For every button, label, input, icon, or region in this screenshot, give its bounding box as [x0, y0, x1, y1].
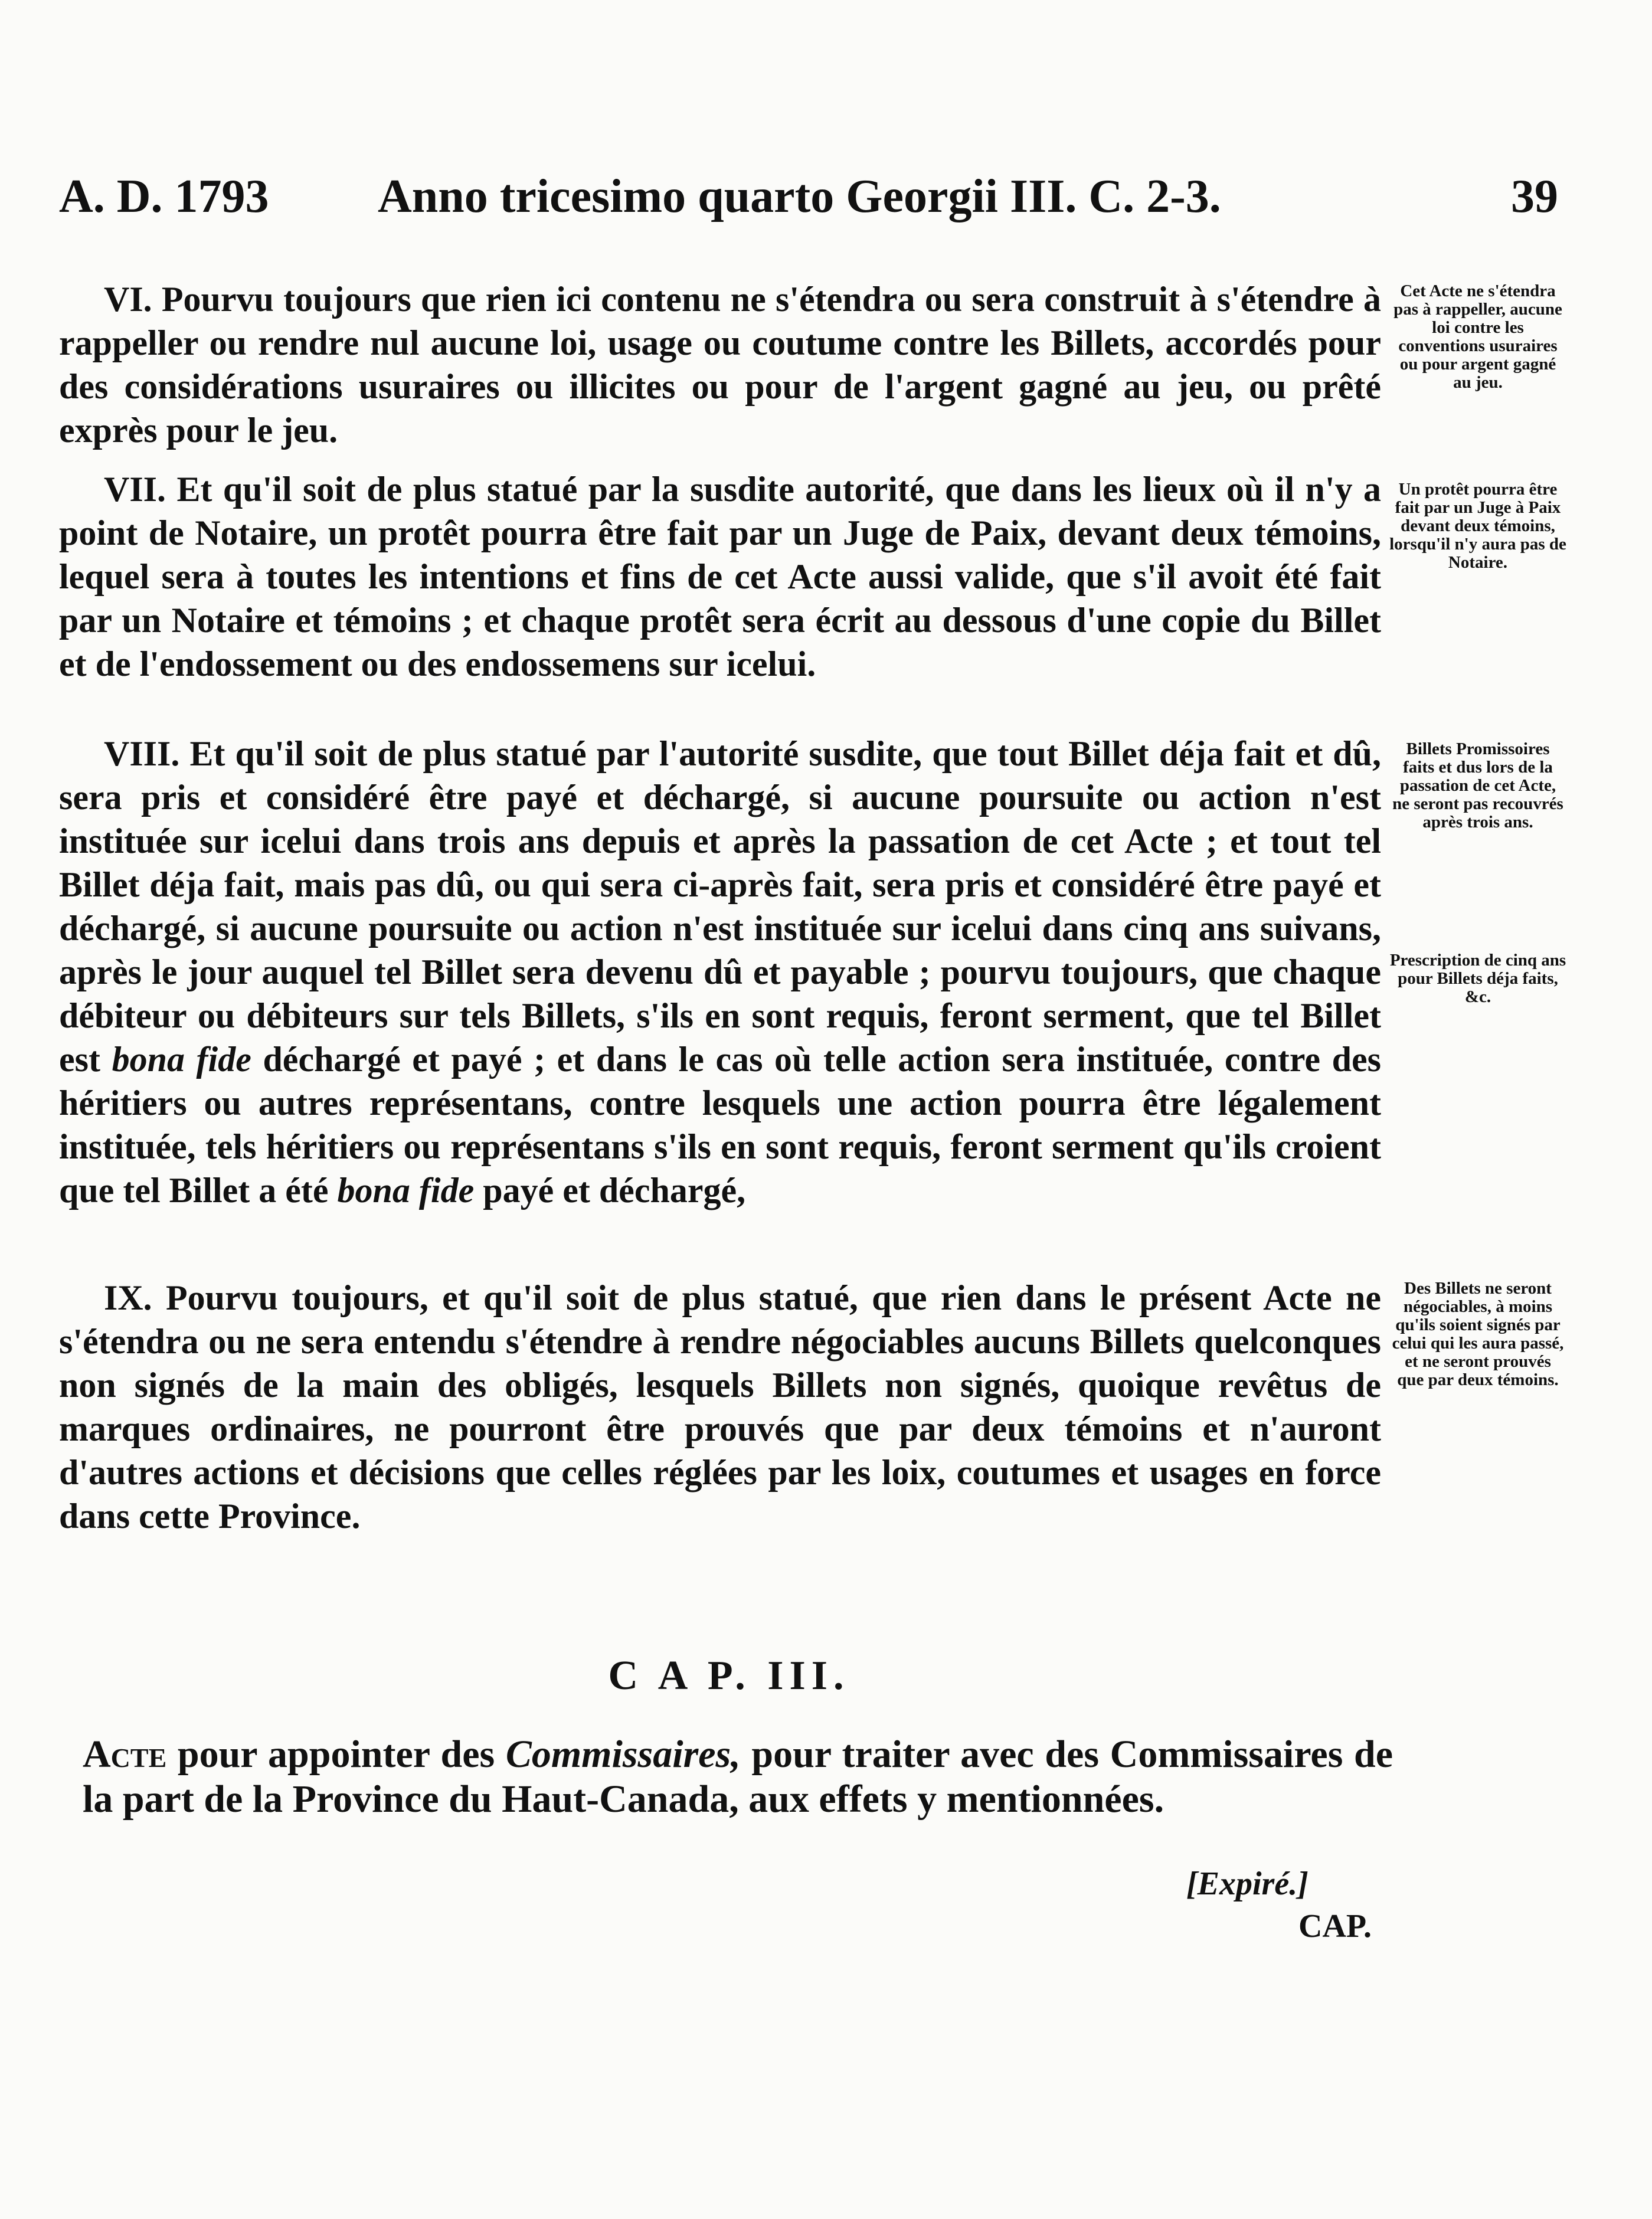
section-text: payé et déchargé, [483, 1171, 746, 1210]
section-italic: bona fide [112, 1040, 251, 1079]
margin-note-vii: Un protêt pourra être fait par un Juge à Paix devant deux témoins, lorsqu'il n'y aura pas de Notaire. [1389, 480, 1566, 572]
catchword: CAP. [1298, 1908, 1372, 1945]
margin-note-viii-prescription: Prescription de cinq ans pour Billets déja faits, &c. [1389, 951, 1566, 1006]
section-number: VIII. [104, 734, 180, 773]
running-header [59, 164, 1558, 229]
section-vii [59, 467, 1381, 686]
margin-note-viii: Billets Promissoires faits et dus lors de la passation de cet Acte, ne seront pas recouvrés après trois ans. [1392, 739, 1563, 832]
section-text: Pourvu toujours que rien ici contenu ne s'étendra ou sera construit à s'étendre à rappeller ou rendre nul aucune loi, usage ou coutume contre les Billets, accordés pour des considérations usuraires ou illicites ou pour de l'argent gagné au jeu, ou prêté exprès pour le jeu. [59, 280, 1381, 450]
section-number: VII. [104, 470, 166, 509]
section-text: Et qu'il soit de plus statué par l'autorité susdite, que tout Billet déja fait et dû, sera pris et considéré être payé et déchargé, si aucune poursuite ou action n'est instituée sur icelui dans trois ans depuis et après la passation de cet Acte ; et tout tel Billet déja fait, mais pas dû, ou qui sera ci-après fait, sera pris et considéré être payé et déchargé, si aucune poursuite ou action n'est instituée sur icelui dans cinq ans suivans, après le jour auquel tel Billet sera devenu dû et payable ; pourvu toujours, que chaque débiteur ou débiteurs sur tels Billets, s'ils en sont requis, feront serment, que tel Billet est [59, 734, 1381, 1079]
act-text: pour traiter avec des Commissaires de la part de la Province du Haut-Canada, aux effets y mentionnées. [83, 1733, 1393, 1821]
section-text: Pourvu toujours, et qu'il soit de plus statué, que rien dans le présent Acte ne s'étendra ou ne sera entendu s'étendre à rendre négociables aucuns Billets quelconques non signés de la main des obligés, lesquels Billets non signés, quoique revêtus de marques ordinaires, ne pourront être prouvés que par deux témoins et n'auront d'autres actions et décisions que celles réglées par les loix, coutumes et usages en force dans cette Province. [59, 1278, 1381, 1536]
section-number: IX. [104, 1278, 152, 1317]
section-text: Et qu'il soit de plus statué par la susdite autorité, que dans les lieux où il n'y a point de Notaire, un protêt pourra être fait par un Juge de Paix, devant deux témoins, lequel sera à toutes les intentions et fins de cet Acte aussi valide, que s'il avoit été fait par un Notaire et témoins ; et chaque protêt sera écrit au dessous d'une copie du Billet et de l'endossement ou des endossemens sur icelui. [59, 470, 1382, 683]
header-year: A. D. 1793 [59, 171, 269, 222]
act-title [83, 1732, 1393, 1822]
act-word: Acte [83, 1733, 167, 1776]
expired-note: [Expiré.] [1186, 1865, 1308, 1902]
margin-note-ix: Des Billets ne seront négociables, à moins qu'ils soient signés par celui qui les aura passé, et ne seront prouvés que par deux témoins. [1392, 1279, 1564, 1389]
act-text: pour appointer des [177, 1733, 495, 1776]
section-ix [59, 1276, 1381, 1538]
section-number: VI. [104, 280, 152, 319]
section-italic: bona fide [337, 1171, 475, 1210]
page-number: 39 [1511, 171, 1558, 222]
chapter-heading: C A P. III. [608, 1653, 850, 1698]
margin-note-vi: Cet Acte ne s'étendra pas à rappeller, aucune loi contre les conventions usuraires ou pour argent gagné au jeu. [1393, 282, 1562, 392]
section-vi [59, 277, 1381, 452]
header-title: Anno tricesimo quarto Georgii III. C. 2-3. [378, 171, 1221, 222]
section-viii [59, 732, 1381, 1212]
section-text: déchargé et payé ; et dans le cas où telle action sera instituée, contre des héritiers ou autres représentans, contre lesquels une action pourra être légalement instituée, tels héritiers ou représentans s'ils en sont requis, feront serment qu'ils croient que tel Billet a été [59, 1040, 1382, 1210]
act-italic: Commissaires, [505, 1733, 741, 1776]
